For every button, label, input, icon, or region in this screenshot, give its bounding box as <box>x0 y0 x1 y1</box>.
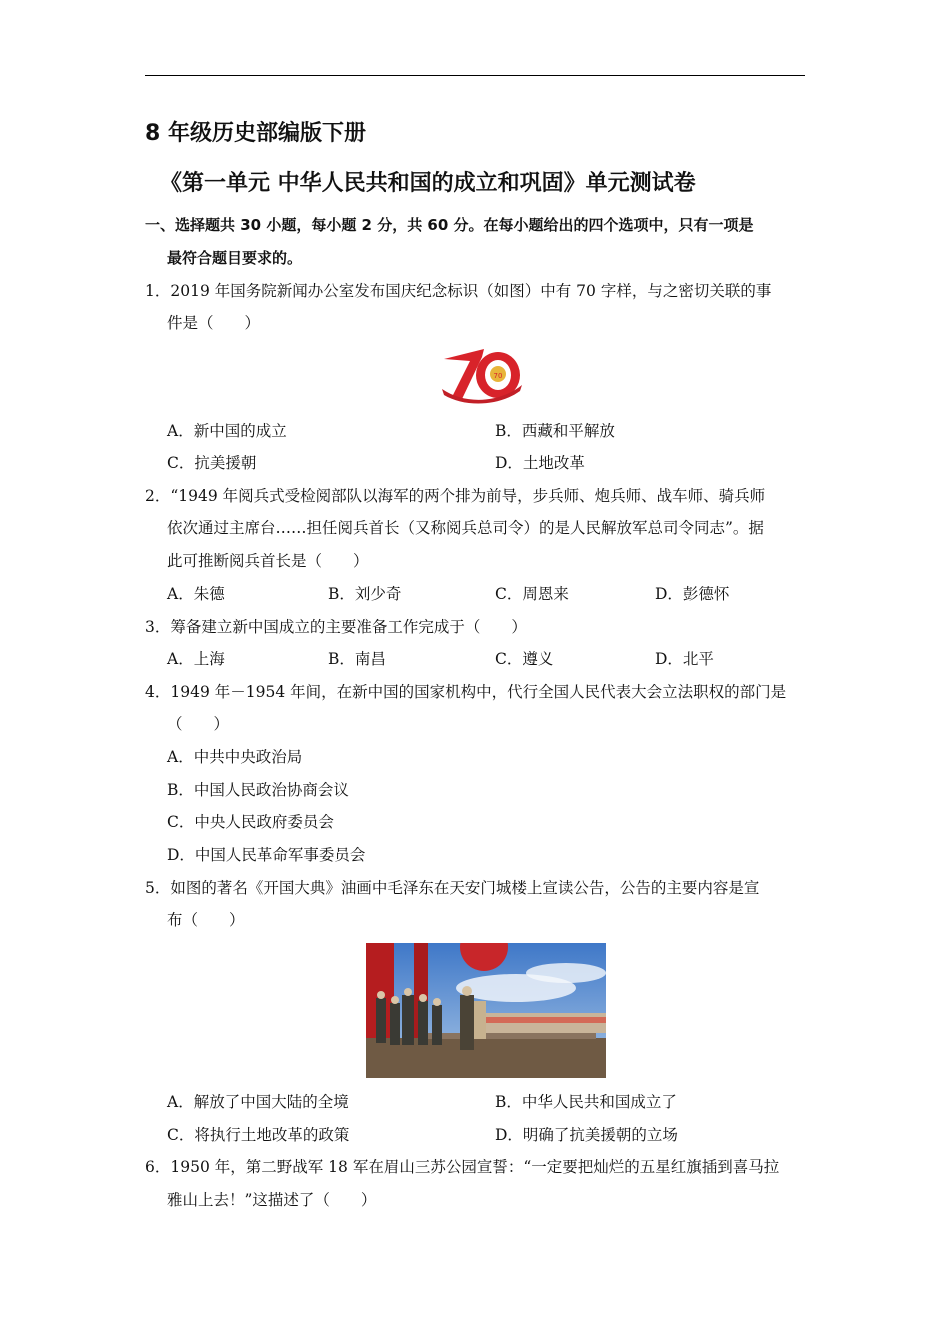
q3-option-b: B．南昌 <box>328 650 386 668</box>
q4-option-b: B．中国人民政治协商会议 <box>167 781 349 799</box>
q1-stem-line1: 1．2019 年国务院新闻办公室发布国庆纪念标识（如图）中有 70 字样，与之密切关联的事 <box>145 282 772 300</box>
q3-option-d: D．北平 <box>655 650 714 668</box>
q2-option-b: B．刘少奇 <box>328 585 402 603</box>
q1-option-d: D．土地改革 <box>495 454 585 472</box>
q6-stem-line2: 雅山上去！”这描述了（ ） <box>167 1191 377 1209</box>
q5-option-c: C．将执行土地改革的政策 <box>167 1126 350 1144</box>
q4-stem-line1: 4．1949 年－1954 年间，在新中国的国家机构中，代行全国人民代表大会立法职权的部门是 <box>145 683 787 701</box>
q2-stem-line1: 2．“1949 年阅兵式受检阅部队以海军的两个排为前导，步兵师、炮兵师、战车师、骑兵师 <box>145 487 766 505</box>
q2-stem-line3: 此可推断阅兵首长是（ ） <box>167 552 369 570</box>
document-title: 8 年级历史部编版下册 <box>145 121 366 146</box>
founding-ceremony-painting <box>366 943 606 1078</box>
q4-option-d: D．中国人民革命军事委员会 <box>167 846 366 864</box>
q2-stem-line2: 依次通过主席台……担任阅兵首长（又称阅兵总司令）的是人民解放军总司令同志”。据 <box>167 519 764 537</box>
logo-text: 70 <box>493 372 503 380</box>
anniversary-logo-image <box>440 345 524 407</box>
section-instructions-line1: 一、选择题共 30 小题，每小题 2 分，共 60 分。在每小题给出的四个选项中，只有一项是 <box>145 216 754 234</box>
header-rule <box>145 75 805 76</box>
q6-stem-line1: 6．1950 年，第二野战军 18 军在眉山三苏公园宣誓：“一定要把灿烂的五星红旗插到喜马拉 <box>145 1158 780 1176</box>
q2-option-c: C．周恩来 <box>495 585 569 603</box>
q5-option-a: A．解放了中国大陆的全境 <box>167 1093 349 1111</box>
q4-option-c: C．中央人民政府委员会 <box>167 813 334 831</box>
q1-option-c: C．抗美援朝 <box>167 454 257 472</box>
q5-stem-line2: 布（ ） <box>167 911 245 929</box>
q3-stem-line1: 3．筹备建立新中国成立的主要准备工作完成于（ ） <box>145 618 527 636</box>
q5-option-d: D．明确了抗美援朝的立场 <box>495 1126 678 1144</box>
q2-option-a: A．朱德 <box>167 585 225 603</box>
q4-stem-line2: （ ） <box>167 715 230 733</box>
q2-option-d: D．彭德怀 <box>655 585 730 603</box>
q5-option-b: B．中华人民共和国成立了 <box>495 1093 677 1111</box>
section-instructions-line2: 最符合题目要求的。 <box>167 249 303 267</box>
document-subtitle: 《第一单元 中华人民共和国的成立和巩固》单元测试卷 <box>160 171 696 196</box>
q1-option-b: B．西藏和平解放 <box>495 422 615 440</box>
q1-stem-line2: 件是（ ） <box>167 314 261 332</box>
q5-stem-line1: 5．如图的著名《开国大典》油画中毛泽东在天安门城楼上宣读公告，公告的主要内容是宣 <box>145 879 760 897</box>
q3-option-a: A．上海 <box>167 650 225 668</box>
q3-option-c: C．遵义 <box>495 650 554 668</box>
q4-option-a: A．中共中央政治局 <box>167 748 303 766</box>
q1-option-a: A．新中国的成立 <box>167 422 287 440</box>
